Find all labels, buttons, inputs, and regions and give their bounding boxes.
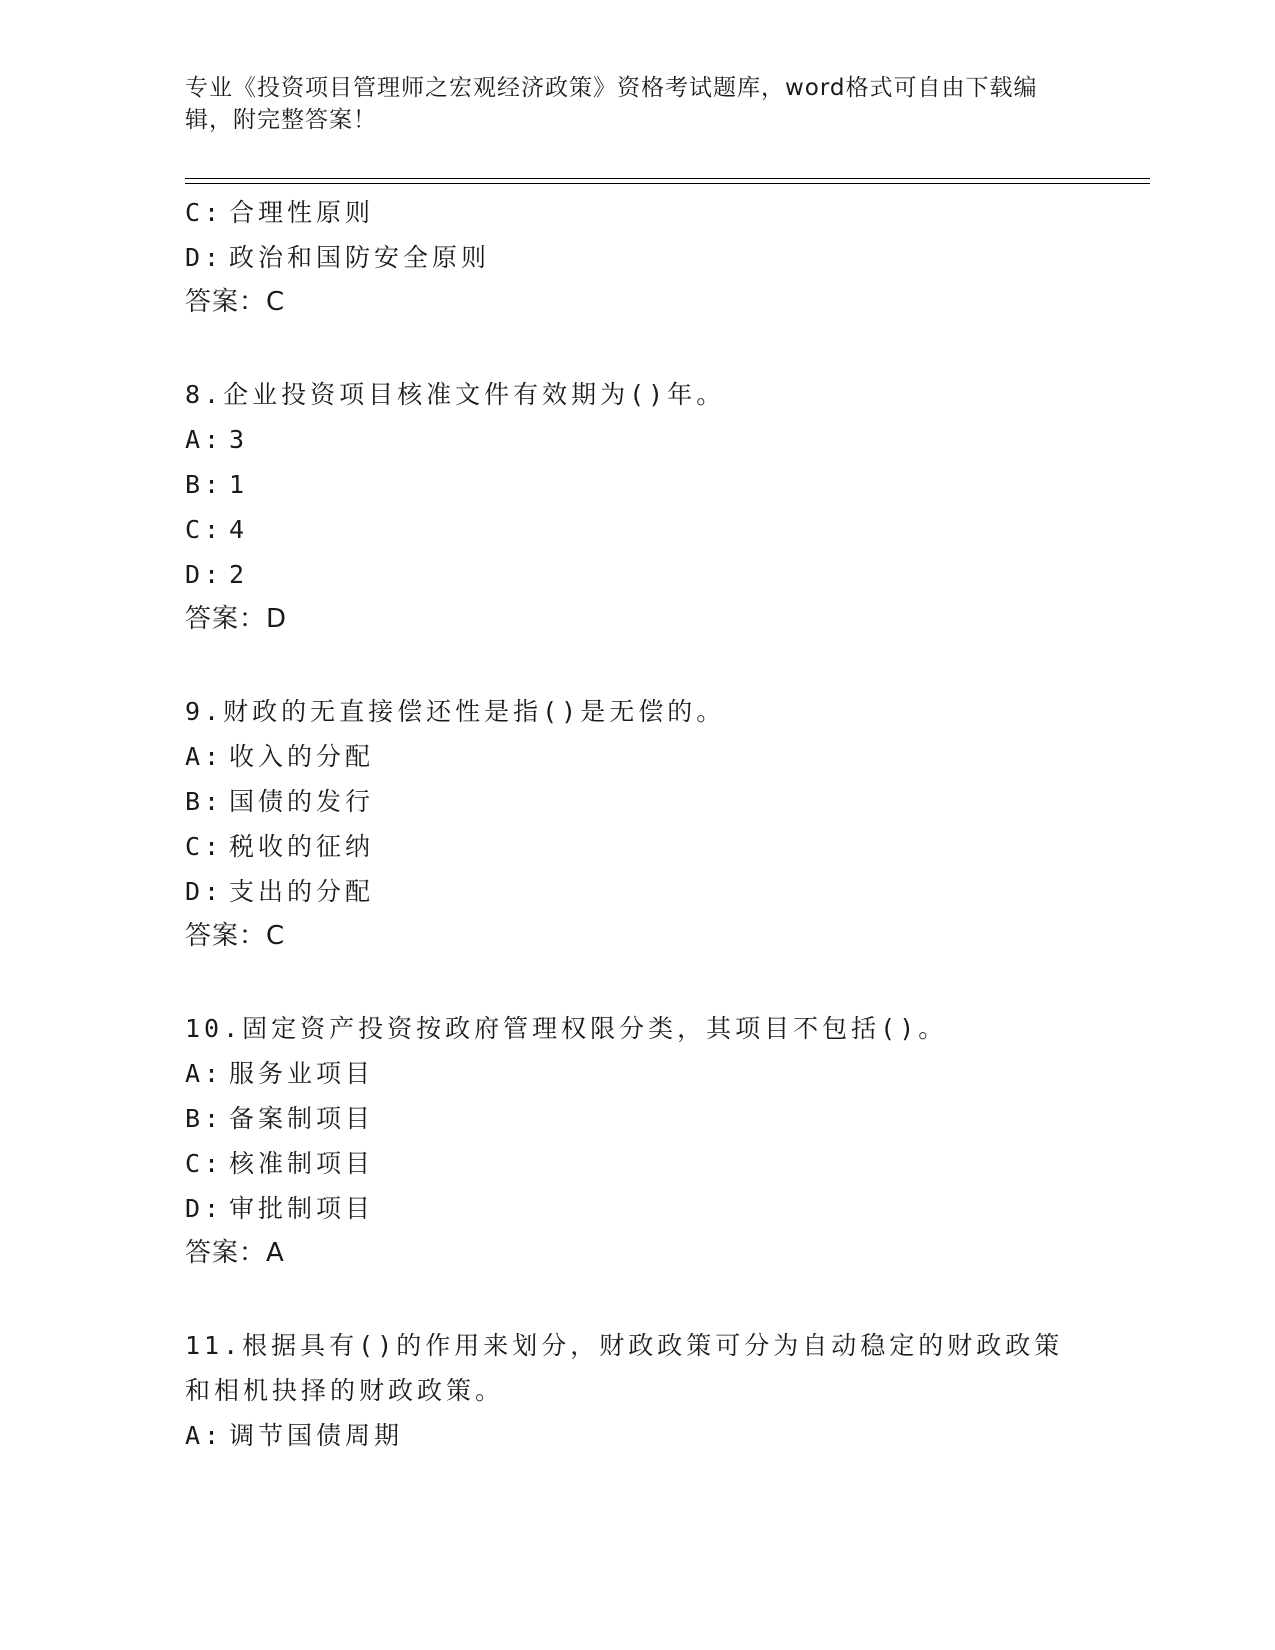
option-row — [185, 462, 1085, 507]
header-rule-bottom — [185, 183, 1150, 184]
option-key: B: — [185, 470, 224, 499]
option-key: A: — [185, 742, 224, 771]
option-row — [185, 734, 1085, 779]
question-9 — [185, 689, 1085, 959]
option-row — [185, 869, 1085, 914]
option-row — [185, 1413, 1085, 1458]
option-row — [185, 190, 1085, 235]
question-stem: 8.企业投资项目核准文件有效期为()年。 — [185, 380, 726, 409]
option-key: A: — [185, 1059, 224, 1088]
option-key: B: — [185, 787, 224, 816]
answer-line: 答案：C — [185, 921, 286, 951]
question-stem: 11.根据具有()的作用来划分，财政政策可分为自动稳定的财政政策和相机抉择的财政政策。 — [185, 1331, 1064, 1405]
option-row — [185, 507, 1085, 552]
option-key: C: — [185, 1149, 224, 1178]
answer-line: 答案：C — [185, 287, 286, 317]
option-key: D: — [185, 1194, 224, 1223]
option-text: 政治和国防安全原则 — [229, 243, 491, 272]
option-key: D: — [185, 877, 224, 906]
option-row — [185, 1186, 1085, 1231]
option-text: 4 — [229, 515, 249, 544]
option-key: B: — [185, 1104, 224, 1133]
option-key: A: — [185, 425, 224, 454]
option-text: 2 — [229, 560, 249, 589]
option-text: 服务业项目 — [229, 1059, 375, 1088]
question-stem: 9.财政的无直接偿还性是指()是无偿的。 — [185, 697, 726, 726]
option-row — [185, 417, 1085, 462]
option-text: 税收的征纳 — [229, 832, 375, 861]
option-key: C: — [185, 515, 224, 544]
option-text: 备案制项目 — [229, 1104, 375, 1133]
option-text: 审批制项目 — [229, 1194, 375, 1223]
option-text: 核准制项目 — [229, 1149, 375, 1178]
question-8 — [185, 372, 1085, 642]
option-row — [185, 552, 1085, 597]
option-text: 1 — [229, 470, 249, 499]
option-text: 调节国债周期 — [229, 1421, 404, 1450]
question-list — [185, 190, 1085, 1458]
option-key: C: — [185, 198, 224, 227]
option-row — [185, 1141, 1085, 1186]
answer-line: 答案：A — [185, 1238, 285, 1268]
question-11 — [185, 1323, 1085, 1458]
question-stem: 10.固定资产投资按政府管理权限分类，其项目不包括()。 — [185, 1014, 948, 1043]
option-key: C: — [185, 832, 224, 861]
option-text: 国债的发行 — [229, 787, 375, 816]
question-10 — [185, 1006, 1085, 1276]
option-row — [185, 824, 1085, 869]
option-key: A: — [185, 1421, 224, 1450]
option-text: 3 — [229, 425, 249, 454]
option-row — [185, 1051, 1085, 1096]
option-row — [185, 779, 1085, 824]
option-row — [185, 235, 1085, 280]
question-7-continued — [185, 190, 1085, 325]
option-key: D: — [185, 560, 224, 589]
option-text: 收入的分配 — [229, 742, 375, 771]
option-text: 合理性原则 — [229, 198, 375, 227]
option-key: D: — [185, 243, 224, 272]
option-row — [185, 1096, 1085, 1141]
answer-line: 答案：D — [185, 604, 288, 634]
document-intro: 专业《投资项目管理师之宏观经济政策》资格考试题库，word格式可自由下载编辑，附完整答案！ — [185, 75, 1038, 133]
header-rule-top — [185, 178, 1150, 179]
option-text: 支出的分配 — [229, 877, 375, 906]
